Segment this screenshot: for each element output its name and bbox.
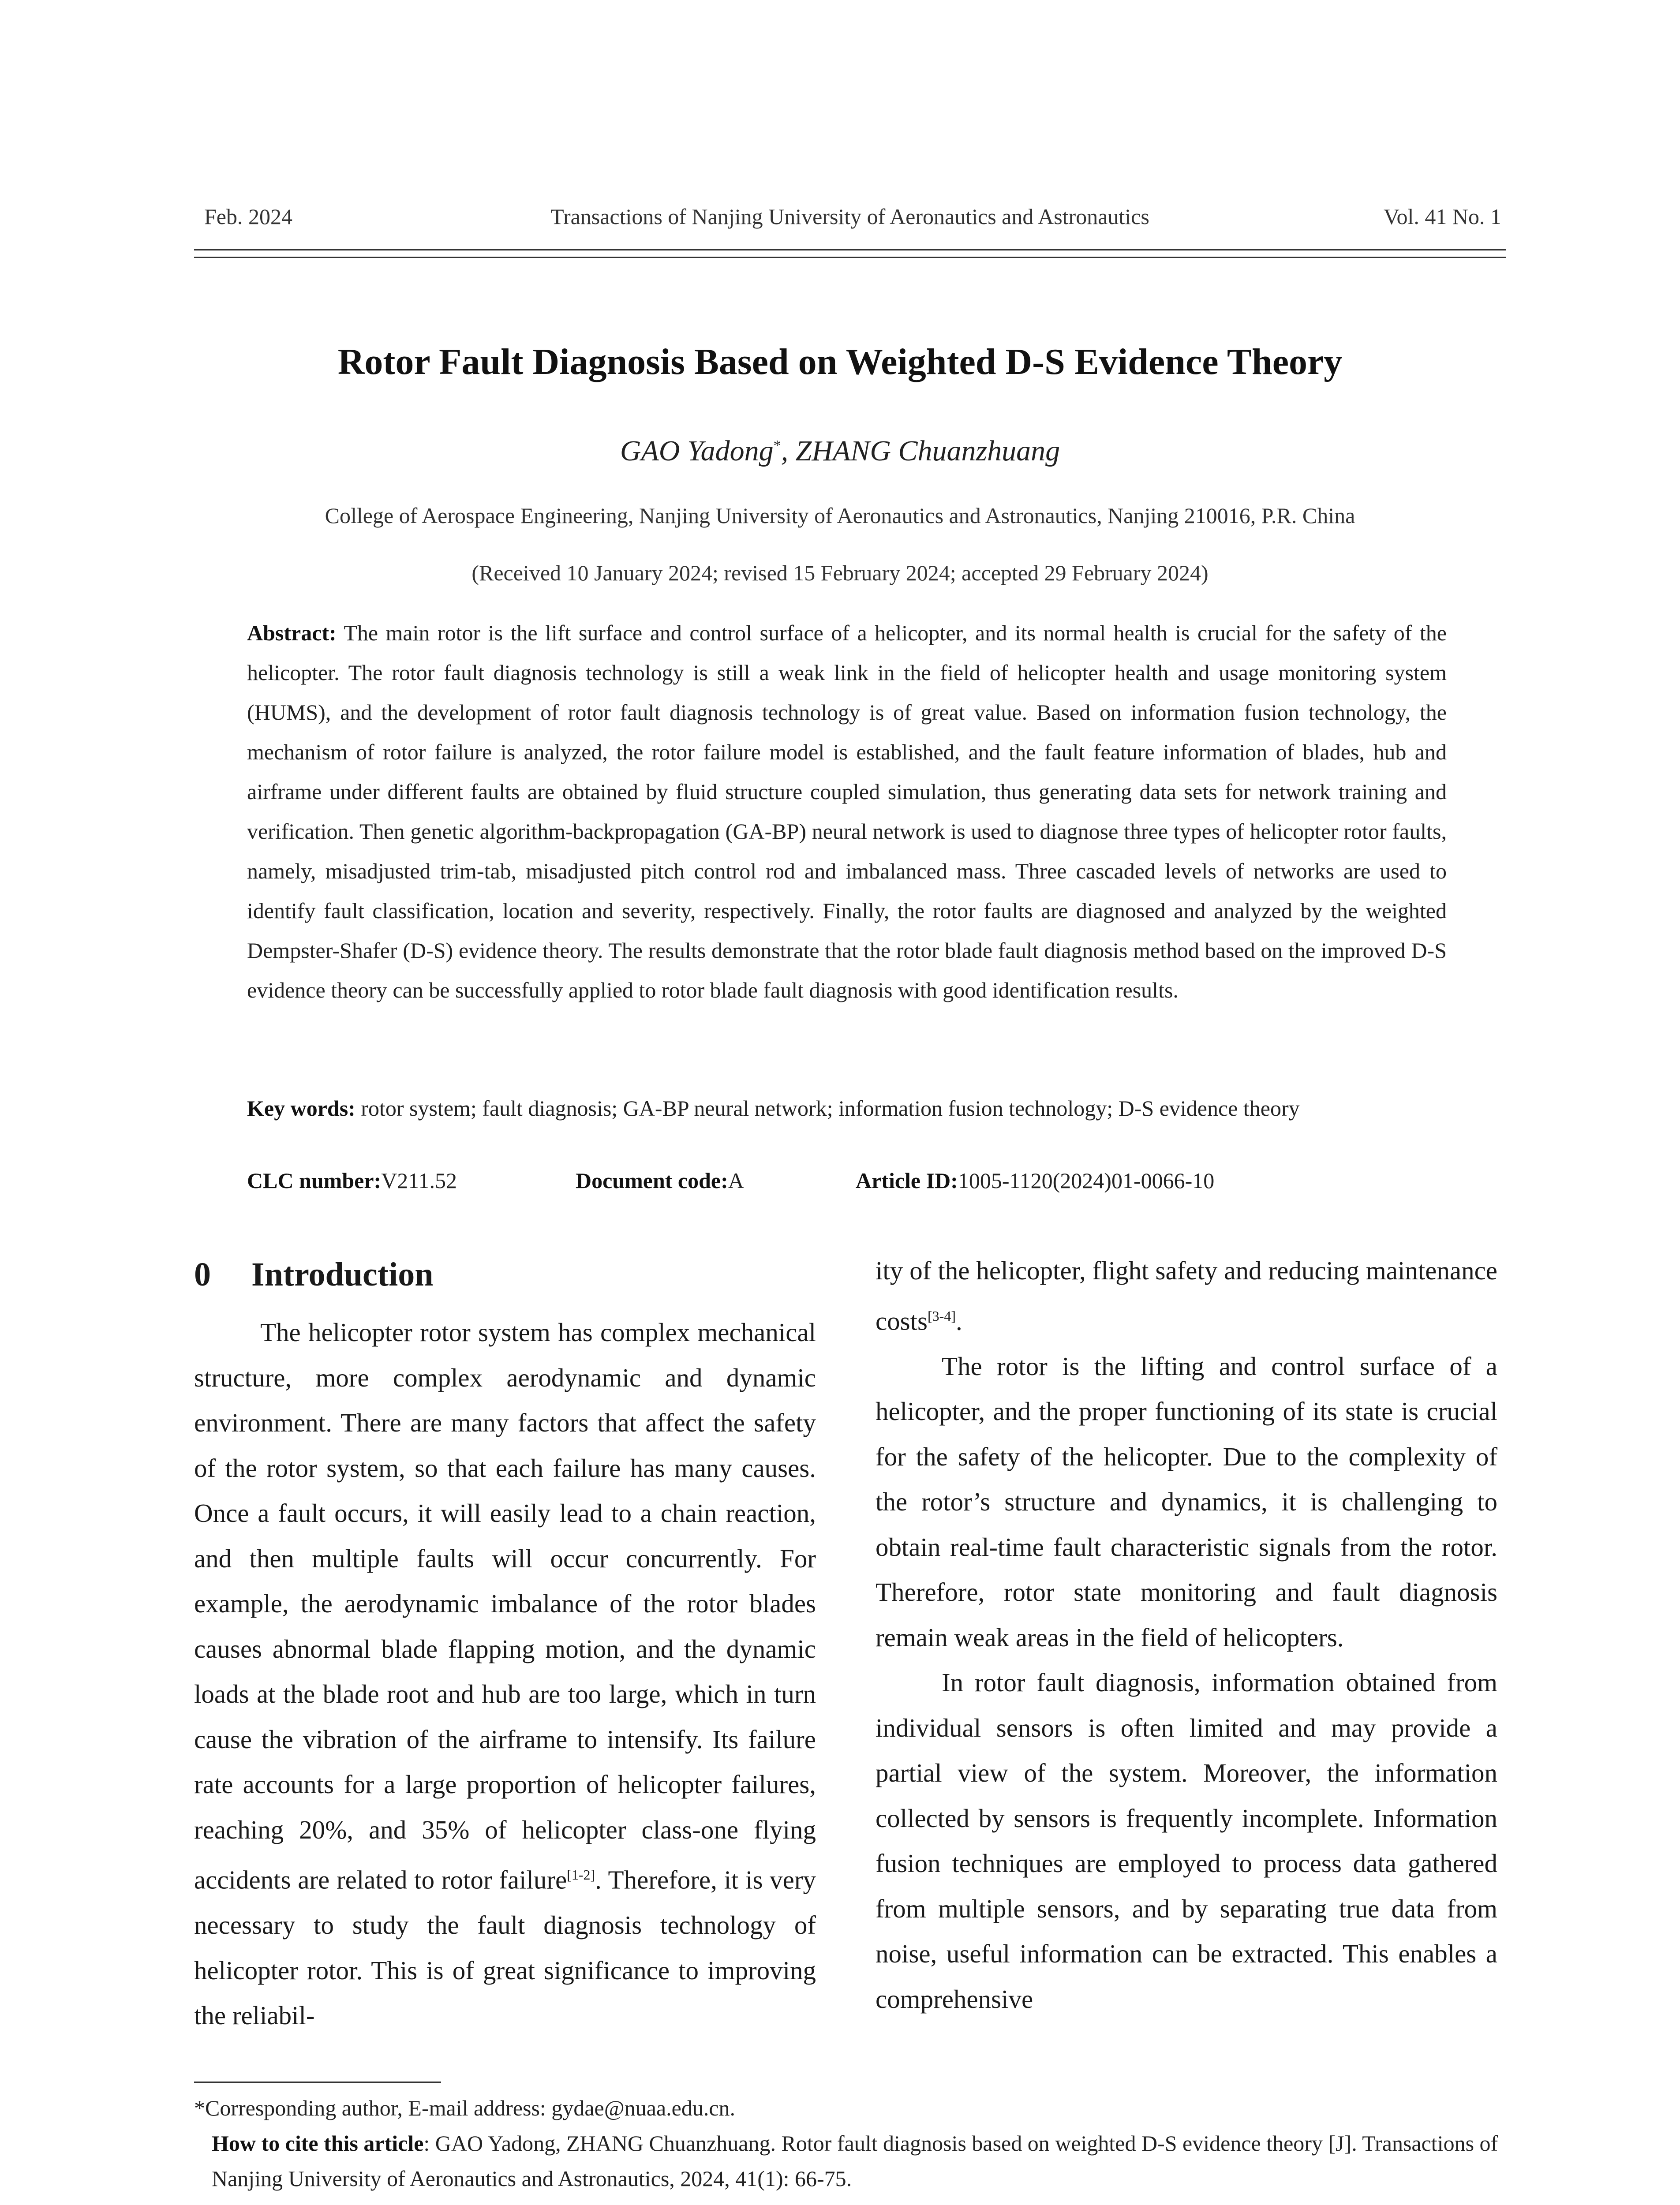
affiliation: College of Aerospace Engineering, Nanjing University of Aeronautics and Astronautics, Nanjing 210016, P.R. China <box>325 503 1355 528</box>
author-list <box>0 434 1680 468</box>
author-name: ZHANG Chuanzhuang <box>795 435 1060 467</box>
author-separator: , <box>781 435 796 467</box>
abstract-text: The main rotor is the lift surface and control surface of a helicopter, and its normal health is crucial for the safety of the helicopter. The rotor fault diagnosis technology is still a weak link in the field of helicopter health and usage monitoring system (HUMS), and the development of rotor fault diagnosis technology is of great value. Based on information fusion technology, the mechanism of rotor failure is analyzed, the rotor failure model is established, and the fault feature information of blades, hub and airframe under different faults are obtained by fluid structure coupled simulation, thus generating data sets for network training and verification. Then genetic algorithm-backpropagation (GA-BP) neural network is used to diagnose three types of helicopter rotor faults, namely, misadjusted trim-tab, misadjusted pitch control rod and imbalanced mass. Three cascaded levels of networks are used to identify fault classification, location and severity, respectively. Finally, the rotor faults are diagnosed and analyzed by the weighted Dempster-Shafer (D-S) evidence theory. The results demonstrate that the rotor blade fault diagnosis method based on the improved D-S evidence theory can be successfully applied to rotor blade fault diagnosis with good identification results. <box>247 620 1447 1002</box>
keywords <box>247 1088 1447 1128</box>
left-column <box>194 1248 816 2038</box>
footnote-rule <box>194 2082 441 2083</box>
abstract <box>247 613 1447 1010</box>
how-to-cite <box>194 2126 1500 2196</box>
classification-line <box>247 1168 1447 1199</box>
received-dates: (Received 10 January 2024; revised 15 February 2024; accepted 29 February 2024) <box>471 561 1209 585</box>
running-header <box>194 204 1506 235</box>
journal-name: Transactions of Nanjing University of Aeronautics and Astronautics <box>550 204 1149 229</box>
citation-ref[interactable]: [3-4] <box>928 1308 956 1324</box>
how-to-cite-text: : GAO Yadong, ZHANG Chuanzhuang. Rotor fault diagnosis based on weighted D-S evidence theory [J]. Transactions of Nanjing University of Aeronautics and Astronautics, 2024, 41(1): 66-75. <box>212 2131 1498 2191</box>
paper-title: Rotor Fault Diagnosis Based on Weighted D-S Evidence Theory <box>337 341 1343 382</box>
clc-number: CLC number:V211.52 <box>247 1168 457 1193</box>
body-paragraph: In rotor fault diagnosis, information obtained from individual sensors is often limited and may provide a partial view of the system. Moreover, the information collected by sensors is frequently incomplete. Information fusion techniques are employed to process data gathered from multiple sensors, and by separating true data from noise, useful information can be extracted. This enables a comprehensive <box>876 1668 1497 2014</box>
doi-link[interactable] <box>194 2200 1500 2205</box>
body-paragraph: The helicopter rotor system has complex mechanical structure, more complex aerodynamic and dynamic environment. There are many factors that affect the safety of the rotor system, so that each failure has many causes. Once a fault occurs, it will easily lead to a chain reaction, and then multiple faults will occur concurrently. For example, the aerodynamic imbalance of the rotor blades causes abnormal blade flapping motion, and the dynamic loads at the blade root and hub are too large, which in turn cause the vibration of the airframe to intensify. Its failure rate accounts for a large proportion of helicopter failures, reaching 20%, and 35% of helicopter class-one flying accidents are related to rotor failure[1-2]. Therefore, it is very necessary to study the fault diagnosis technology of helicopter rotor. This is of great significance to improving the reliabil- <box>194 1318 816 2030</box>
footnotes <box>194 2090 1500 2205</box>
corresponding-mark: * <box>773 437 781 454</box>
section-heading <box>194 1248 816 1301</box>
author-name: GAO Yadong <box>620 435 774 467</box>
volume-number: Vol. 41 No. 1 <box>1383 204 1501 229</box>
keywords-label: Key words: <box>247 1096 355 1121</box>
how-to-cite-label: How to cite this article <box>212 2131 424 2156</box>
corresponding-author-note: *Corresponding author, E-mail address: gydae@nuaa.edu.cn. <box>194 2096 736 2120</box>
body-paragraph: The rotor is the lifting and control surface of a helicopter, and the proper functioning of its state is crucial for the safety of the helicopter. Due to the complexity of the rotor’s structure and dynamics, it is challenging to obtain real-time fault characteristic signals from the rotor. Therefore, rotor state monitoring and fault diagnosis remain weak areas in the field of helicopters. <box>876 1351 1497 1652</box>
keywords-text: rotor system; fault diagnosis; GA-BP neural network; information fusion technology; D-S evidence theory <box>361 1096 1300 1121</box>
section-title: Introduction <box>251 1256 434 1293</box>
section-number: 0 <box>194 1256 211 1293</box>
body-paragraph: ity of the helicopter, flight safety and reducing maintenance costs[3-4]. <box>876 1256 1497 1336</box>
header-double-rule <box>194 249 1506 258</box>
abstract-label: Abstract: <box>247 620 337 645</box>
document-code: Document code:A <box>576 1168 744 1193</box>
right-column <box>876 1248 1497 2022</box>
citation-ref[interactable]: [1-2] <box>567 1867 595 1883</box>
article-id: Article ID:1005-1120(2024)01-0066-10 <box>856 1168 1215 1193</box>
issue-date: Feb. 2024 <box>204 204 292 229</box>
